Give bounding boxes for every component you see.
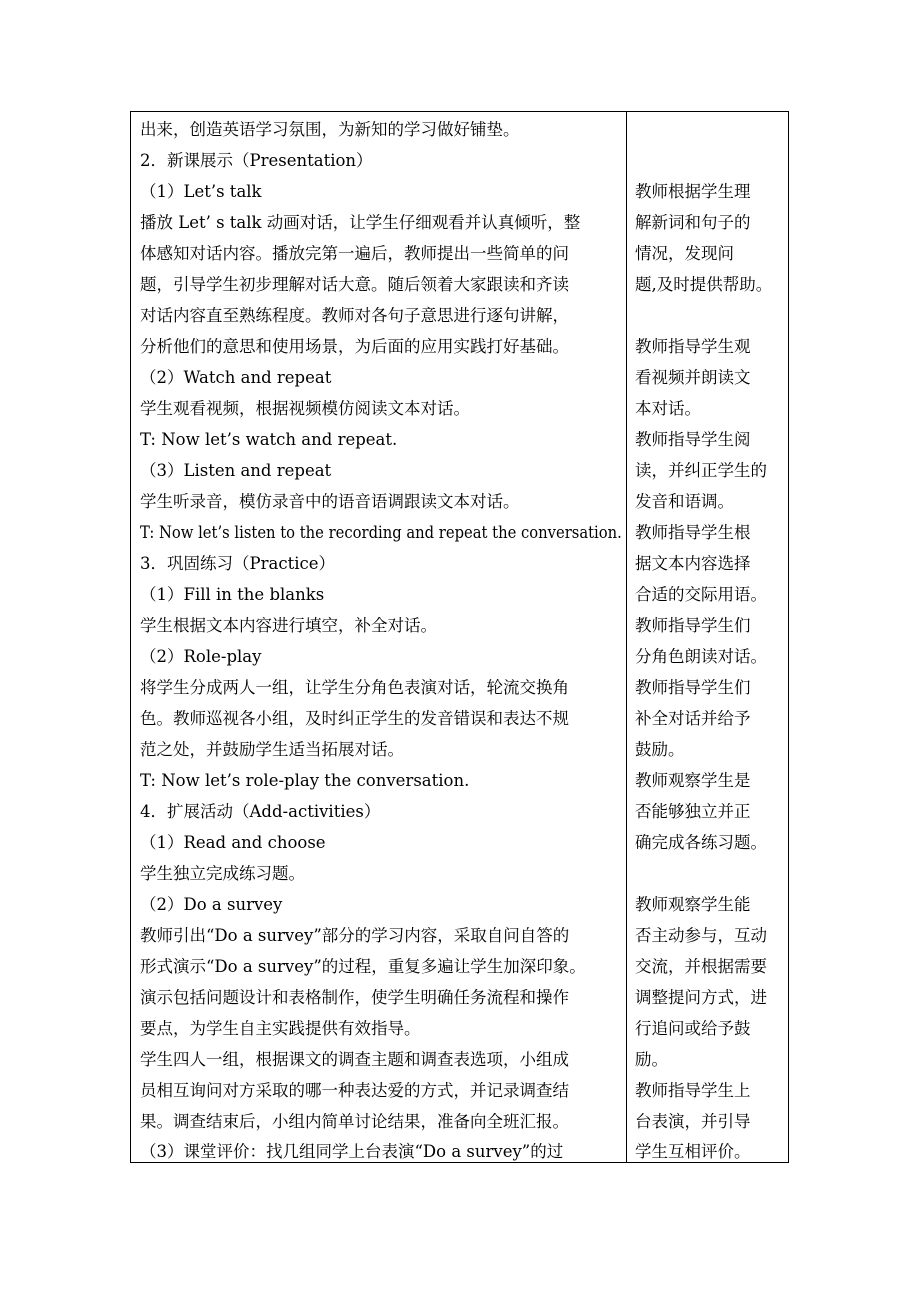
procedure-line: 出来，创造英语学习氛围，为新知的学习做好铺垫。 (140, 120, 520, 139)
procedure-line: 形式演示“Do a survey”的过程，重复多遍让学生加深印象。 (140, 957, 586, 976)
procedure-line: 2．新课展示（Presentation） (140, 151, 373, 170)
intent-line: 教师指导学生上 (635, 1081, 751, 1100)
procedure-line: 题，引导学生初步理解对话大意。随后领着大家跟读和齐读 (140, 275, 569, 294)
intent-line: 行追问或给予鼓 (635, 1019, 751, 1038)
procedure-line: 4．扩展活动（Add-activities） (140, 802, 381, 821)
procedure-line: 演示包括问题设计和表格制作，使学生明确任务流程和操作 (140, 988, 569, 1007)
procedure-line: 果。调查结束后，小组内简单讨论结果，准备向全班汇报。 (140, 1112, 569, 1131)
lesson-plan-table (130, 111, 789, 1163)
procedure-line: （1）Fill in the blanks (140, 585, 325, 604)
intent-line: 确完成各练习题。 (635, 833, 767, 852)
intent-line: 励。 (635, 1050, 668, 1069)
intent-line: 发音和语调。 (635, 492, 734, 511)
procedure-line: 体感知对话内容。播放完第一遍后，教师提出一些简单的问 (140, 244, 569, 263)
procedure-line: （1）Read and choose (140, 833, 326, 852)
intent-line: 分角色朗读对话。 (635, 647, 767, 666)
intent-line: 据文本内容选择 (635, 554, 751, 573)
procedure-line: （2）Role-play (140, 647, 262, 666)
procedure-line: （3）课堂评价：找几组同学上台表演“Do a survey”的过 (140, 1142, 564, 1161)
procedure-line: 学生观看视频，根据视频模仿阅读文本对话。 (140, 399, 470, 418)
intent-line: 否能够独立并正 (635, 802, 751, 821)
procedure-line: 员相互询问对方采取的哪一种表达爱的方式，并记录调查结 (140, 1081, 569, 1100)
intent-line: 教师指导学生观 (635, 337, 751, 356)
intent-line: 教师指导学生们 (635, 678, 751, 697)
procedure-line: 对话内容直至熟练程度。教师对各句子意思进行逐句讲解， (140, 306, 569, 325)
intent-line: 否主动参与，互动 (635, 926, 767, 945)
intent-line: 看视频并朗读文 (635, 368, 751, 387)
intent-line: 鼓励。 (635, 740, 685, 759)
intent-line: 教师观察学生能 (635, 895, 751, 914)
intent-line: 台表演，并引导 (635, 1112, 751, 1131)
intent-line: 读，并纠正学生的 (635, 461, 767, 480)
procedure-line: T: Now let’s listen to the recording and repeat the conversation. (140, 523, 622, 542)
intent-line: 情况，发现问 (635, 244, 734, 263)
procedure-line: 教师引出“Do a survey”部分的学习内容，采取自问自答的 (140, 926, 570, 945)
intent-line: 学生互相评价。 (635, 1142, 751, 1161)
procedure-line: 分析他们的意思和使用场景，为后面的应用实践打好基础。 (140, 337, 569, 356)
intent-line: 教师根据学生理 (635, 182, 751, 201)
procedure-line: T: Now let’s role-play the conversation. (140, 771, 470, 790)
procedure-line: 色。教师巡视各小组，及时纠正学生的发音错误和表达不规 (140, 709, 569, 728)
column-divider (626, 112, 627, 1162)
intent-line: 教师观察学生是 (635, 771, 751, 790)
procedure-line: 学生听录音，模仿录音中的语音语调跟读文本对话。 (140, 492, 520, 511)
procedure-line: T: Now let’s watch and repeat. (140, 430, 398, 449)
intent-line: 合适的交际用语。 (635, 585, 767, 604)
procedure-line: 范之处，并鼓励学生适当拓展对话。 (140, 740, 404, 759)
procedure-line: 播放 Let’ s talk 动画对话，让学生仔细观看并认真倾听，整 (140, 213, 581, 232)
procedure-line: 学生根据文本内容进行填空，补全对话。 (140, 616, 437, 635)
intent-line: 补全对话并给予 (635, 709, 751, 728)
intent-line: 教师指导学生阅 (635, 430, 751, 449)
procedure-line: （3）Listen and repeat (140, 461, 332, 480)
procedure-line: （1）Let’s talk (140, 182, 262, 201)
procedure-line: 3．巩固练习（Practice） (140, 554, 335, 573)
procedure-line: 将学生分成两人一组，让学生分角色表演对话，轮流交换角 (140, 678, 569, 697)
intent-line: 题,及时提供帮助。 (635, 275, 773, 294)
procedure-line: （2）Do a survey (140, 895, 283, 914)
intent-line: 交流，并根据需要 (635, 957, 767, 976)
intent-line: 本对话。 (635, 399, 701, 418)
procedure-line: 要点，为学生自主实践提供有效指导。 (140, 1019, 421, 1038)
procedure-line: 学生独立完成练习题。 (140, 864, 305, 883)
intent-line: 教师指导学生们 (635, 616, 751, 635)
intent-line: 教师指导学生根 (635, 523, 751, 542)
procedure-line: 学生四人一组，根据课文的调查主题和调查表选项，小组成 (140, 1050, 569, 1069)
procedure-line: （2）Watch and repeat (140, 368, 332, 387)
intent-line: 解新词和句子的 (635, 213, 751, 232)
intent-line: 调整提问方式，进 (635, 988, 767, 1007)
